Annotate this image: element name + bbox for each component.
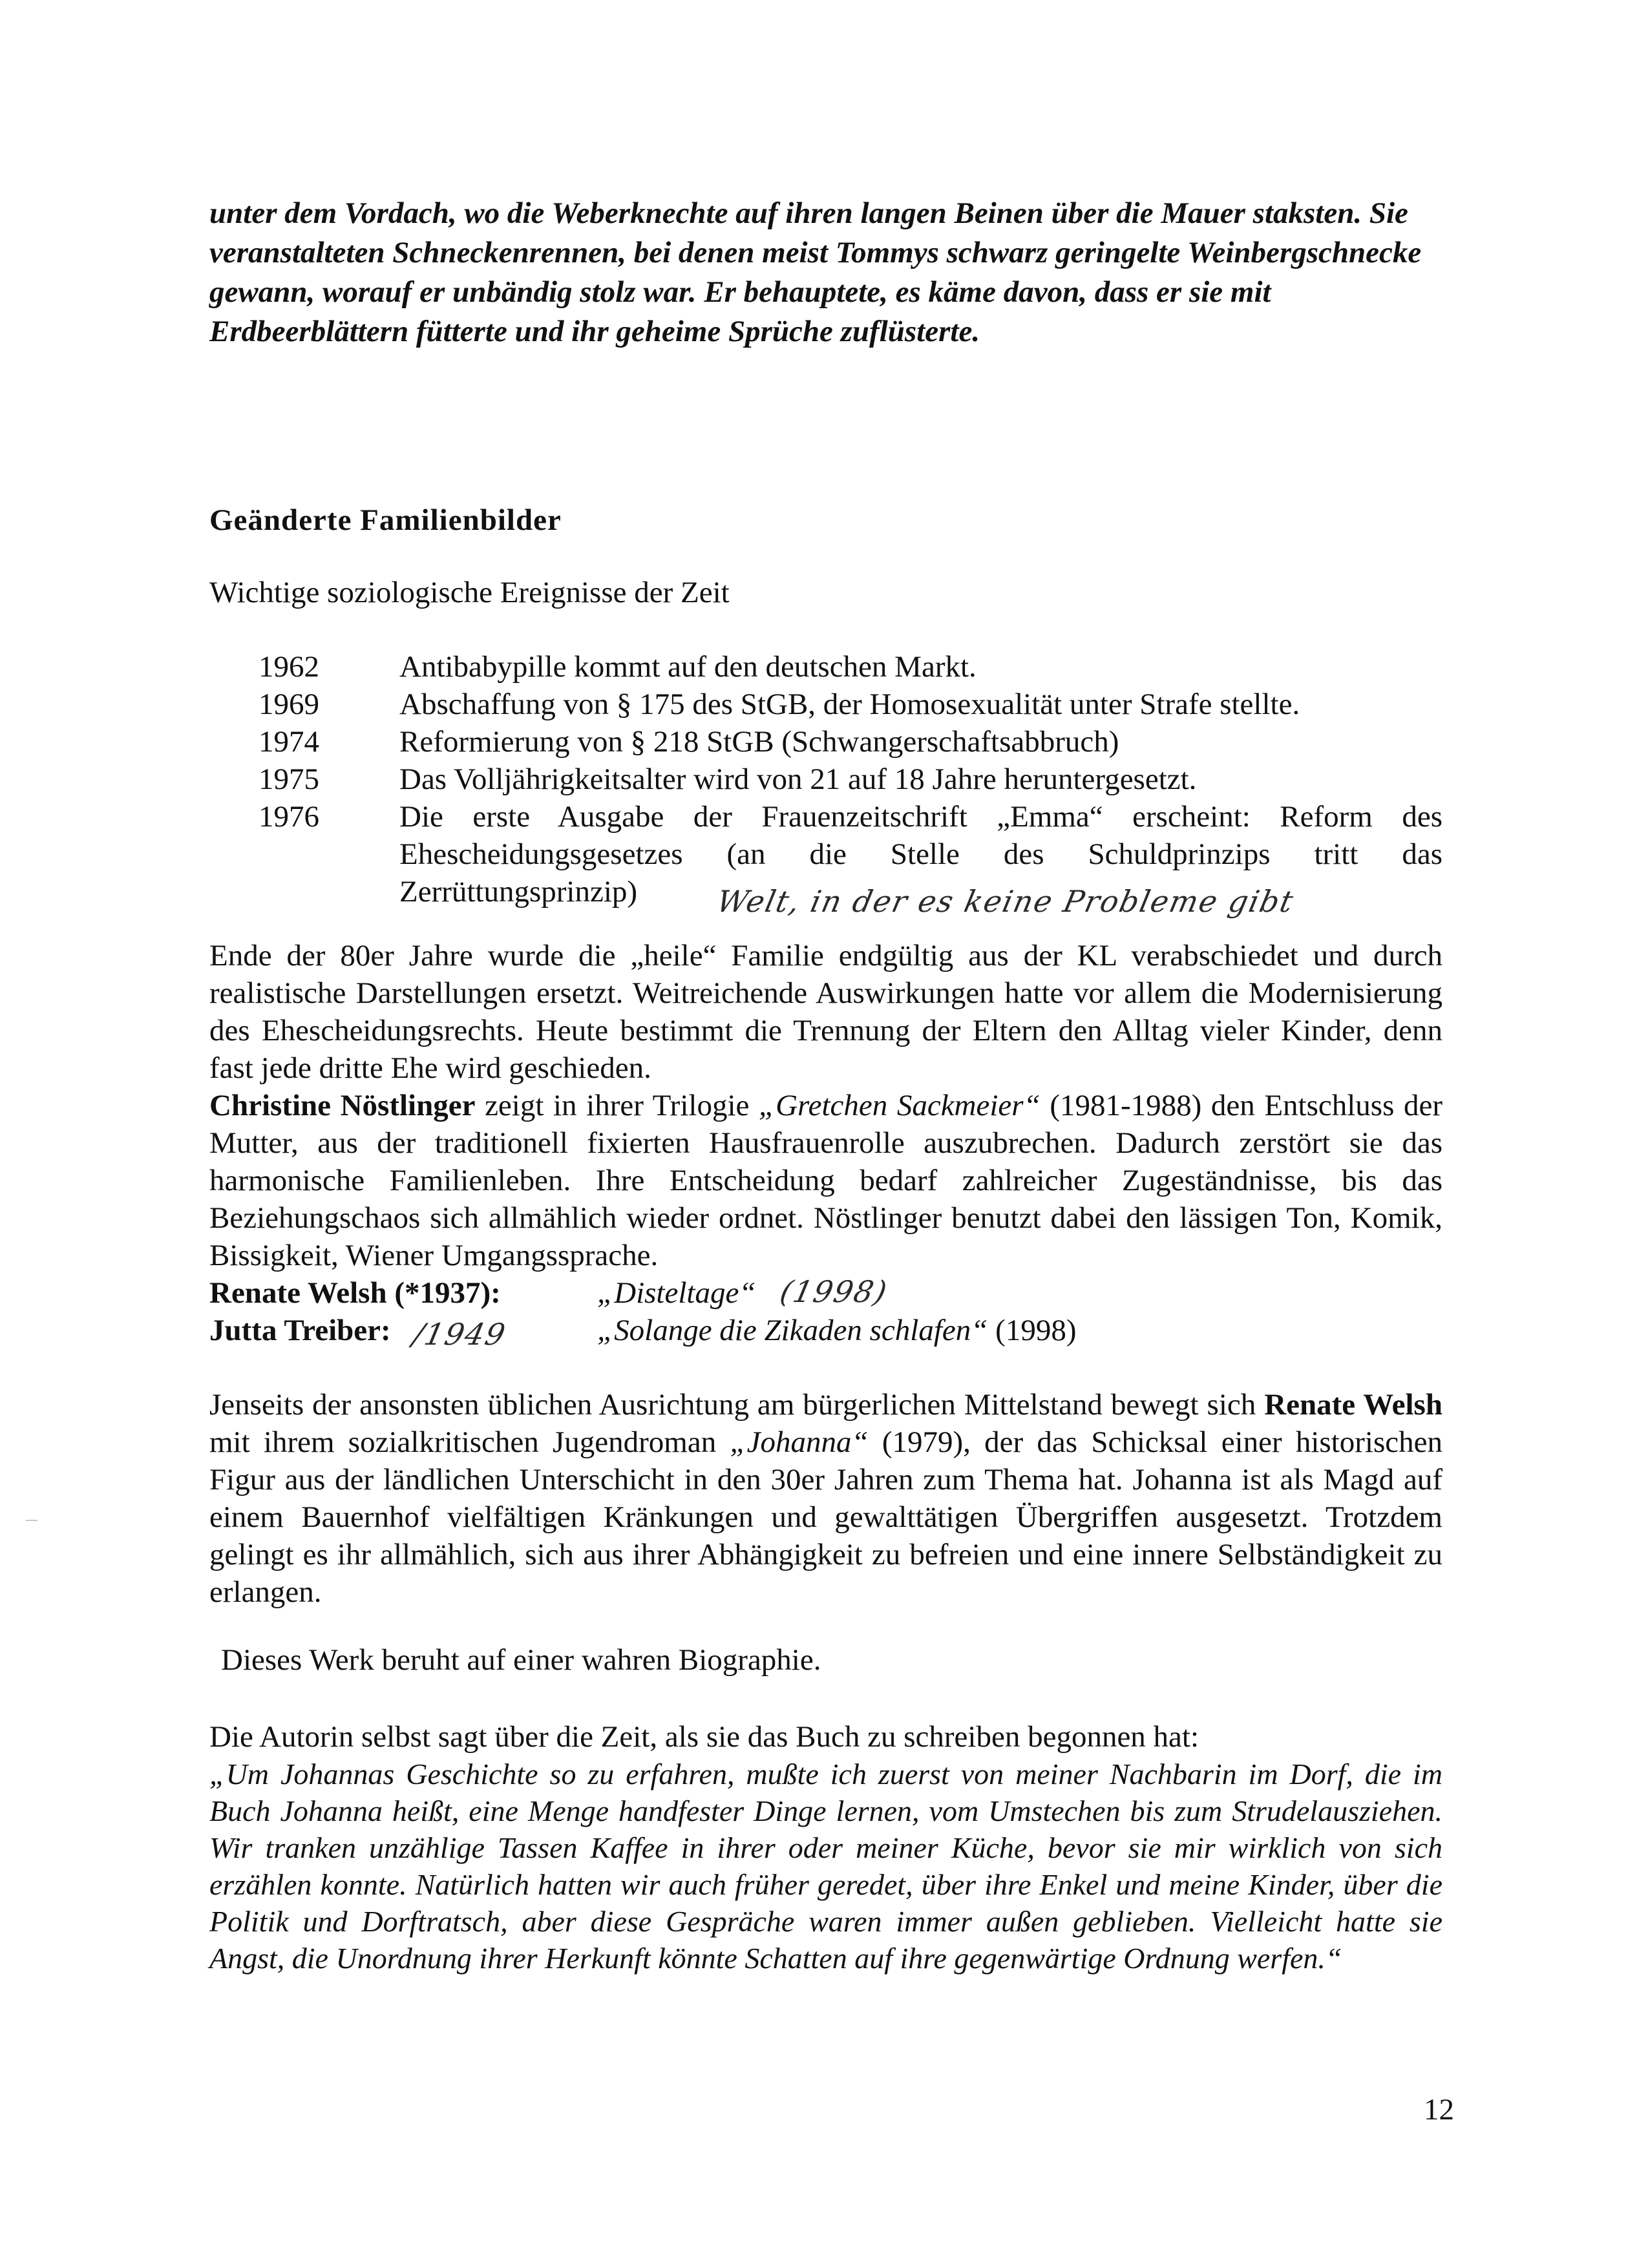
book-title: „Disteltage“ <box>597 1276 756 1310</box>
timeline-event: Abschaffung von § 175 des StGB, der Homosexualität unter Strafe stellte. <box>399 688 1300 721</box>
timeline-year: 1962 <box>259 650 319 684</box>
timeline-event: Antibabypille kommt auf den deutschen Markt. <box>399 650 977 684</box>
timeline-event: Das Volljährigkeitsalter wird von 21 auf 18 Jahre heruntergesetzt. <box>399 762 1197 796</box>
timeline-row <box>259 648 1442 686</box>
paragraph-biographie: Dieses Werk beruht auf einer wahren Biographie. <box>221 1643 821 1677</box>
timeline-row <box>259 761 1442 798</box>
book-entry: Jutta Treiber: „Solange die Zikaden schlafen“ (1998) <box>209 1312 1076 1349</box>
timeline-year: 1975 <box>259 762 319 796</box>
book-author: Jutta Treiber: <box>209 1314 391 1347</box>
timeline-event: Ehescheidungsgesetzes (an die Stelle des Schuldprinzips tritt das <box>399 837 1442 871</box>
intro-paragraph: unter dem Vordach, wo die Weberknechte auf ihren langen Beinen über die Mauer staksten. Sie veranstalteten Schneckenrennen, bei denen meist Tommys schwarz geringelte Weinbergschnecke gewann, worauf er unbändig stolz war. Er behauptete, es käme davon, dass er sie mit Erdbeerblättern fütterte und ihr geheime Sprüche zuflüsterte. <box>209 196 1422 348</box>
timeline-row <box>259 686 1442 723</box>
timeline-event: Reformierung von § 218 StGB (Schwangerschaftsabbruch) <box>399 725 1119 759</box>
work-title: „Johanna“ <box>730 1425 869 1459</box>
timeline-row <box>259 798 1442 835</box>
work-title: „Gretchen Sackmeier“ <box>758 1089 1041 1122</box>
scan-margin-mark <box>26 1520 37 1521</box>
book-entry <box>209 1274 755 1312</box>
book-author: Renate Welsh (*1937): <box>209 1276 501 1310</box>
paragraph-noestlinger: Christine Nöstlinger zeigt in ihrer Trilogie „Gretchen Sackmeier“ (1981-1988) den Entschluss der Mutter, aus der traditionell fixierten Hausfrauenrolle auszubrechen. Dadurch zerstört sie das harmonische Familienleben. Ihre Entscheidung bedarf zahlreicher Zugeständnisse, bis das Beziehungschaos sich allmählich wieder ordnet. Nöstlinger benutzt dabei den lässigen Ton, Komik, Bissigkeit, Wiener Umgangssprache. <box>209 1089 1442 1272</box>
paragraph-johanna: Jenseits der ansonsten üblichen Ausrichtung am bürgerlichen Mittelstand bewegt sich Renate Welsh mit ihrem sozialkritischen Jugendroman „Johanna“ (1979), der das Schicksal einer historischen Figur aus der ländlichen Unterschicht in den 30er Jahren zum Thema hat. Johanna ist als Magd auf einem Bauernhof vielfältigen Kränkungen und gewalttätigen Übergriffen ausgesetzt. Trotzdem gelingt es ihr allmählich, sich aus ihrer Abhängigkeit zu befreien und eine innere Selbständigkeit zu erlangen. <box>209 1388 1443 1609</box>
paragraph-familie: Ende der 80er Jahre wurde die „heile“ Familie endgültig aus der KL verabschiedet und durch realistische Darstellungen ersetzt. Weitreichende Auswirkungen hatte vor allem die Modernisierung des Ehescheidungsrechts. Heute bestimmt die Trennung der Eltern den Alltag vieler Kinder, denn fast jede dritte Ehe wird geschieden. <box>209 939 1442 1085</box>
author-name: Renate Welsh <box>1264 1388 1442 1422</box>
event-timeline <box>259 648 1442 910</box>
author-name: Christine Nöstlinger <box>209 1089 476 1122</box>
author-quote: „Um Johannas Geschichte so zu erfahren, mußte ich zuerst von meiner Nachbarin im Dorf, die im Buch Johanna heißt, eine Menge handfester Dinge lernen, vom Umstechen bis zum Strudelausziehen. Wir tranken unzählige Tassen Kaffee in ihrer oder meiner Küche, bevor sie mir wirklich von sich erzählen konnte. Natürlich hatten wir auch früher geredet, über ihre Enkel und meine Kinder, über die Politik und Dorftratsch, aber diese Gespräche waren immer außen geblieben. Vielleicht hatte sie Angst, die Unordnung ihrer Herkunft könnte Schatten auf ihre gegenwärtige Ordnung werfen.“ <box>209 1758 1442 1975</box>
timeline-year: 1969 <box>259 688 319 721</box>
handwritten-note: /1949 <box>410 1317 510 1352</box>
timeline-event: Die erste Ausgabe der Frauenzeitschrift „Emma“ erscheint: Reform des <box>399 800 1442 834</box>
section-subheading: Wichtige soziologische Ereignisse der Zeit <box>209 576 730 609</box>
timeline-event: Zerrüttungsprinzip) <box>399 875 638 908</box>
handwritten-note: (1998) <box>777 1274 891 1309</box>
timeline-row-continued <box>259 835 1442 873</box>
page-number: 12 <box>1424 2093 1454 2126</box>
handwritten-note: Welt, in der es keine Probleme gibt <box>713 884 1298 919</box>
book-title: „Solange die Zikaden schlafen“ <box>597 1314 988 1347</box>
timeline-row <box>259 723 1442 761</box>
timeline-year: 1974 <box>259 725 319 759</box>
paragraph-quote-intro: Die Autorin selbst sagt über die Zeit, als sie das Buch zu schreiben begonnen hat: <box>209 1720 1199 1754</box>
section-heading: Geänderte Familienbilder <box>209 503 562 537</box>
timeline-year: 1976 <box>259 800 319 834</box>
